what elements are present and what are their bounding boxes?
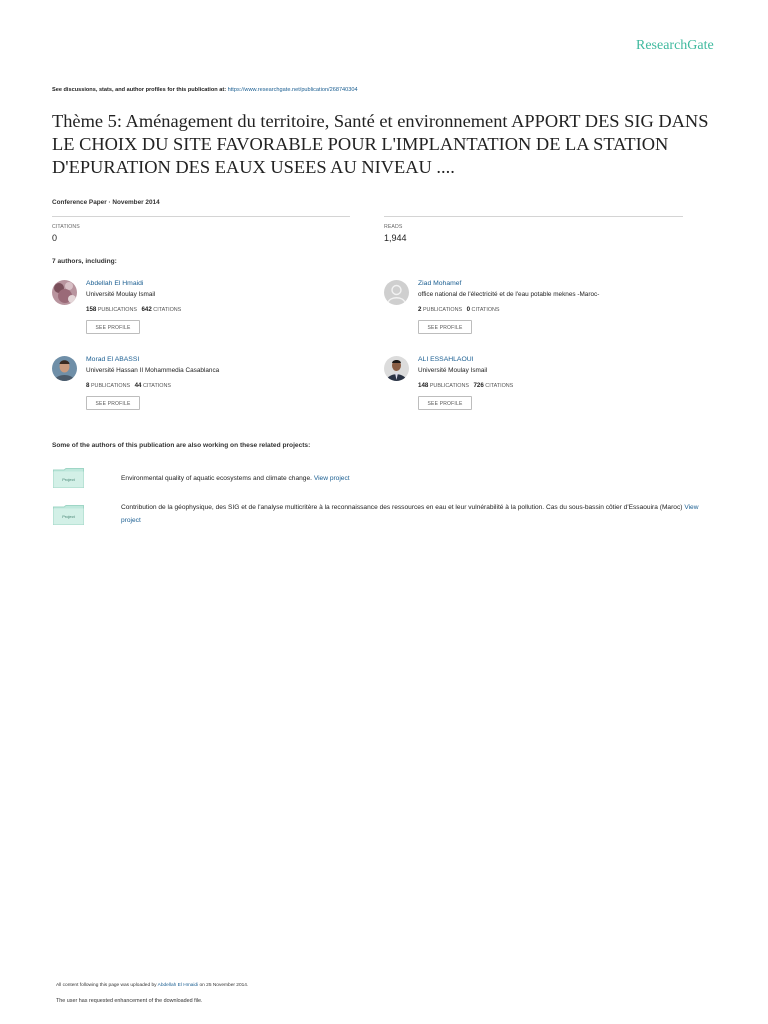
reads-value: 1,944: [384, 233, 407, 243]
author-citations-count: 726: [473, 382, 484, 389]
author-institution: Université Moulay Ismail: [418, 367, 488, 374]
authors-heading: 7 authors, including:: [52, 258, 117, 265]
author-name-link[interactable]: Abdellah El Hmaidi: [86, 280, 144, 287]
author-publications-count: 148: [418, 382, 429, 389]
author-institution: Université Hassan II Mohammedia Casablanca: [86, 367, 220, 374]
author-stats: [86, 382, 171, 389]
upload-note: [56, 983, 248, 988]
author-publications-count: 158: [86, 306, 97, 313]
author-publications-label: PUBLICATIONS: [429, 383, 469, 389]
projects-heading: Some of the authors of this publication are also working on these related projects:: [52, 442, 311, 449]
citations-label: CITATIONS: [52, 224, 80, 230]
see-profile-button[interactable]: SEE PROFILE: [418, 396, 472, 410]
divider-citations: [52, 216, 350, 217]
project-description: Contribution de la géophysique, des SIG et de l'analyse multicritère à la reconnaissance des ressources en eau et leur vulnérabilité à la pollution. Cas du sous-bassin côtier d'Essaouira (Maroc): [121, 504, 683, 511]
author-card: [384, 280, 704, 350]
view-project-link[interactable]: View project: [313, 475, 350, 482]
upload-suffix: on 25 November 2014.: [199, 983, 249, 988]
discussion-line: [52, 87, 358, 93]
author-name-link[interactable]: ALI ESSAHLAOUI: [418, 356, 474, 363]
author-citations-label: CITATIONS: [485, 383, 514, 389]
author-citations-label: CITATIONS: [153, 307, 182, 313]
see-profile-button[interactable]: SEE PROFILE: [86, 396, 140, 410]
author-citations-count: 642: [141, 306, 152, 313]
upload-prefix: All content following this page was uploaded by: [56, 983, 157, 988]
author-publications-count: 8: [86, 382, 90, 389]
author-avatar[interactable]: [52, 280, 77, 305]
publication-title: Thème 5: Aménagement du territoire, Santé et environnement APPORT DES SIG DANS LE CHOIX DU SITE FAVORABLE POUR L'IMPLANTATION DE LA STATION D'EPURATION DES EAUX USEES AU NIVEAU ....: [52, 111, 709, 177]
project-icon-label: Project: [62, 477, 75, 482]
avatar-photo-icon: [384, 356, 409, 381]
project-description: Environmental quality of aquatic ecosystems and climate change.: [121, 475, 312, 482]
project-folder-icon[interactable]: [53, 468, 84, 488]
avatar-photo-icon: [52, 356, 77, 381]
see-profile-button[interactable]: SEE PROFILE: [86, 320, 140, 334]
see-profile-button[interactable]: SEE PROFILE: [418, 320, 472, 334]
author-stats: [418, 306, 500, 313]
uploader-link[interactable]: Abdellah El Hmaidi: [157, 983, 199, 988]
author-name-link[interactable]: Morad El ABASSI: [86, 356, 140, 363]
author-publications-count: 2: [418, 306, 422, 313]
author-name-link[interactable]: Ziad Mohamef: [418, 280, 462, 287]
author-card: [384, 356, 704, 426]
publication-url-link[interactable]: https://www.researchgate.net/publication/268740304: [227, 87, 358, 93]
researchgate-logo[interactable]: ResearchGate: [636, 38, 714, 53]
author-avatar[interactable]: [52, 356, 77, 381]
author-citations-count: 0: [466, 306, 471, 313]
avatar-photo-icon: [52, 280, 77, 305]
divider-reads: [384, 216, 683, 217]
view-project-link[interactable]: View project: [121, 504, 699, 524]
project-item: [121, 502, 711, 527]
enhancement-note: The user has requested enhancement of the downloaded file.: [56, 998, 203, 1004]
citations-value: 0: [52, 233, 58, 243]
author-avatar[interactable]: [384, 356, 409, 381]
author-publications-label: PUBLICATIONS: [97, 307, 137, 313]
author-citations-count: 44: [134, 382, 142, 389]
project-folder-icon[interactable]: [53, 505, 84, 525]
author-stats: [86, 306, 181, 313]
author-institution: office national de l'électricité et de l'eau potable meknes -Maroc-: [418, 291, 600, 298]
author-citations-label: CITATIONS: [142, 383, 171, 389]
reads-label: READS: [384, 224, 403, 230]
author-publications-label: PUBLICATIONS: [90, 383, 131, 389]
project-icon-label: Project: [62, 514, 75, 519]
author-citations-label: CITATIONS: [471, 307, 500, 313]
project-item: [121, 473, 711, 486]
author-stats: [418, 382, 513, 389]
discussion-prefix: See discussions, stats, and author profiles for this publication at:: [52, 87, 227, 93]
author-avatar[interactable]: [384, 280, 409, 305]
author-publications-label: PUBLICATIONS: [422, 307, 463, 313]
publication-meta: Conference Paper · November 2014: [52, 199, 160, 206]
default-user-icon: [384, 280, 409, 305]
author-card: [52, 280, 372, 350]
author-institution: Université Moulay Ismail: [86, 291, 156, 298]
author-card: [52, 356, 372, 426]
